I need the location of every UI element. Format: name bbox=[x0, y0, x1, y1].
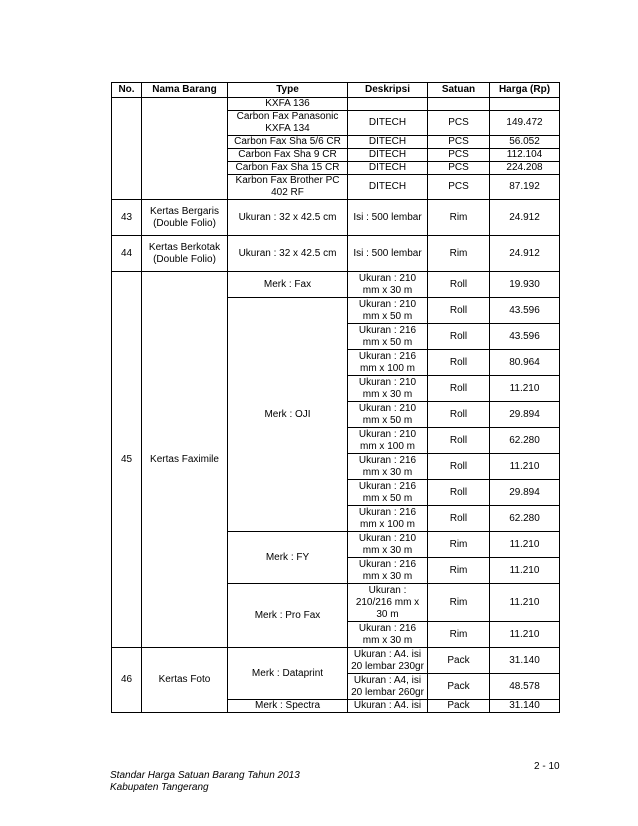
cell-sat: PCS bbox=[428, 111, 490, 136]
cell-desk: DITECH bbox=[348, 111, 428, 136]
table-row bbox=[112, 98, 560, 111]
cell-harga: 11.210 bbox=[490, 532, 560, 558]
header-deskripsi: Deskripsi bbox=[348, 83, 428, 98]
cell-harga: 11.210 bbox=[490, 558, 560, 584]
cell-type: Ukuran : 32 x 42.5 cm bbox=[228, 200, 348, 236]
cell-no: 46 bbox=[112, 648, 142, 713]
cell-type: Carbon Fax Sha 5/6 CR bbox=[228, 136, 348, 149]
cell-sat: Pack bbox=[428, 674, 490, 700]
cell-type: Carbon Fax Sha 9 CR bbox=[228, 149, 348, 162]
cell-harga: 224.208 bbox=[490, 162, 560, 175]
table-row bbox=[112, 272, 560, 298]
cell-harga: 29.894 bbox=[490, 402, 560, 428]
cell-desk: DITECH bbox=[348, 175, 428, 200]
cell-desk: Isi : 500 lembar bbox=[348, 200, 428, 236]
cell-desk: Ukuran : 210 mm x 50 m bbox=[348, 298, 428, 324]
cell-desk: Ukuran : A4. isi 20 lembar 230gr bbox=[348, 648, 428, 674]
cell-type: Merk : FY bbox=[228, 532, 348, 584]
cell-desk: Ukuran : 216 mm x 30 m bbox=[348, 454, 428, 480]
cell-harga: 112.104 bbox=[490, 149, 560, 162]
cell-no: 44 bbox=[112, 236, 142, 272]
cell-desk: Ukuran : 216 mm x 50 m bbox=[348, 480, 428, 506]
cell-sat: Roll bbox=[428, 324, 490, 350]
cell-sat: PCS bbox=[428, 149, 490, 162]
cell-harga bbox=[490, 98, 560, 111]
table-row bbox=[112, 648, 560, 674]
cell-nama bbox=[142, 98, 228, 200]
cell-sat: PCS bbox=[428, 136, 490, 149]
cell-desk: Ukuran : 216 mm x 30 m bbox=[348, 622, 428, 648]
cell-sat: Rim bbox=[428, 584, 490, 622]
cell-harga: 31.140 bbox=[490, 700, 560, 713]
header-type: Type bbox=[228, 83, 348, 98]
table-row bbox=[112, 200, 560, 236]
cell-nama: Kertas Faximile bbox=[142, 272, 228, 648]
footer bbox=[110, 770, 300, 794]
header-satuan: Satuan bbox=[428, 83, 490, 98]
cell-desk: Ukuran : 210 mm x 50 m bbox=[348, 402, 428, 428]
cell-sat: Roll bbox=[428, 350, 490, 376]
cell-harga: 11.210 bbox=[490, 454, 560, 480]
cell-nama: Kertas Berkotak (Double Folio) bbox=[142, 236, 228, 272]
cell-sat: PCS bbox=[428, 162, 490, 175]
header-no: No. bbox=[112, 83, 142, 98]
cell-harga: 24.912 bbox=[490, 236, 560, 272]
cell-harga: 62.280 bbox=[490, 506, 560, 532]
cell-desk: Ukuran : A4. isi bbox=[348, 700, 428, 713]
cell-harga: 11.210 bbox=[490, 584, 560, 622]
cell-harga: 24.912 bbox=[490, 200, 560, 236]
cell-type: Merk : OJI bbox=[228, 298, 348, 532]
cell-harga: 43.596 bbox=[490, 298, 560, 324]
cell-sat: Roll bbox=[428, 506, 490, 532]
cell-desk: Ukuran : 216 mm x 100 m bbox=[348, 350, 428, 376]
cell-desk: Ukuran : 210 mm x 30 m bbox=[348, 376, 428, 402]
cell-desk: Ukuran : 216 mm x 30 m bbox=[348, 558, 428, 584]
cell-harga: 11.210 bbox=[490, 376, 560, 402]
cell-sat: Pack bbox=[428, 700, 490, 713]
cell-desk: Ukuran : 210/216 mm x 30 m bbox=[348, 584, 428, 622]
cell-harga: 149.472 bbox=[490, 111, 560, 136]
cell-type: Merk : Dataprint bbox=[228, 648, 348, 700]
cell-harga: 31.140 bbox=[490, 648, 560, 674]
header-harga: Harga (Rp) bbox=[490, 83, 560, 98]
cell-desk: DITECH bbox=[348, 136, 428, 149]
cell-sat: Roll bbox=[428, 480, 490, 506]
cell-type: Ukuran : 32 x 42.5 cm bbox=[228, 236, 348, 272]
cell-nama: Kertas Foto bbox=[142, 648, 228, 713]
cell-desk: Ukuran : 210 mm x 30 m bbox=[348, 272, 428, 298]
cell-harga: 11.210 bbox=[490, 622, 560, 648]
cell-no bbox=[112, 98, 142, 200]
cell-desk: DITECH bbox=[348, 149, 428, 162]
cell-sat: Roll bbox=[428, 272, 490, 298]
footer-region: Kabupaten Tangerang bbox=[110, 782, 209, 793]
cell-desk: Ukuran : A4, isi 20 lembar 260gr bbox=[348, 674, 428, 700]
footer-title: Standar Harga Satuan Barang Tahun 2013 bbox=[110, 770, 300, 781]
price-table bbox=[111, 82, 560, 713]
cell-type: Merk : Pro Fax bbox=[228, 584, 348, 648]
table-row bbox=[112, 236, 560, 272]
cell-type: KXFA 136 bbox=[228, 98, 348, 111]
cell-harga: 48.578 bbox=[490, 674, 560, 700]
cell-harga: 56.052 bbox=[490, 136, 560, 149]
cell-type: Carbon Fax Sha 15 CR bbox=[228, 162, 348, 175]
cell-sat: Roll bbox=[428, 402, 490, 428]
cell-type: Carbon Fax Panasonic KXFA 134 bbox=[228, 111, 348, 136]
cell-desk: Ukuran : 216 mm x 50 m bbox=[348, 324, 428, 350]
cell-no: 45 bbox=[112, 272, 142, 648]
cell-type: Karbon Fax Brother PC 402 RF bbox=[228, 175, 348, 200]
cell-sat: Rim bbox=[428, 532, 490, 558]
cell-sat: Roll bbox=[428, 428, 490, 454]
cell-sat: Pack bbox=[428, 648, 490, 674]
cell-desk: Isi : 500 lembar bbox=[348, 236, 428, 272]
page-number: 2 - 10 bbox=[534, 761, 560, 772]
cell-sat: PCS bbox=[428, 175, 490, 200]
cell-sat: Roll bbox=[428, 454, 490, 480]
cell-no: 43 bbox=[112, 200, 142, 236]
cell-sat: Roll bbox=[428, 298, 490, 324]
cell-nama: Kertas Bergaris (Double Folio) bbox=[142, 200, 228, 236]
cell-harga: 87.192 bbox=[490, 175, 560, 200]
cell-sat: Rim bbox=[428, 558, 490, 584]
cell-type: Merk : Spectra bbox=[228, 700, 348, 713]
cell-harga: 43.596 bbox=[490, 324, 560, 350]
cell-harga: 19.930 bbox=[490, 272, 560, 298]
cell-desk: Ukuran : 210 mm x 30 m bbox=[348, 532, 428, 558]
cell-sat: Rim bbox=[428, 236, 490, 272]
cell-harga: 29.894 bbox=[490, 480, 560, 506]
cell-type: Merk : Fax bbox=[228, 272, 348, 298]
cell-desk: Ukuran : 216 mm x 100 m bbox=[348, 506, 428, 532]
cell-sat bbox=[428, 98, 490, 111]
cell-harga: 62.280 bbox=[490, 428, 560, 454]
cell-sat: Roll bbox=[428, 376, 490, 402]
cell-harga: 80.964 bbox=[490, 350, 560, 376]
cell-desk: Ukuran : 210 mm x 100 m bbox=[348, 428, 428, 454]
cell-desk bbox=[348, 98, 428, 111]
header-nama-barang: Nama Barang bbox=[142, 83, 228, 98]
cell-desk: DITECH bbox=[348, 162, 428, 175]
cell-sat: Rim bbox=[428, 622, 490, 648]
cell-sat: Rim bbox=[428, 200, 490, 236]
table-header-row bbox=[112, 83, 560, 98]
